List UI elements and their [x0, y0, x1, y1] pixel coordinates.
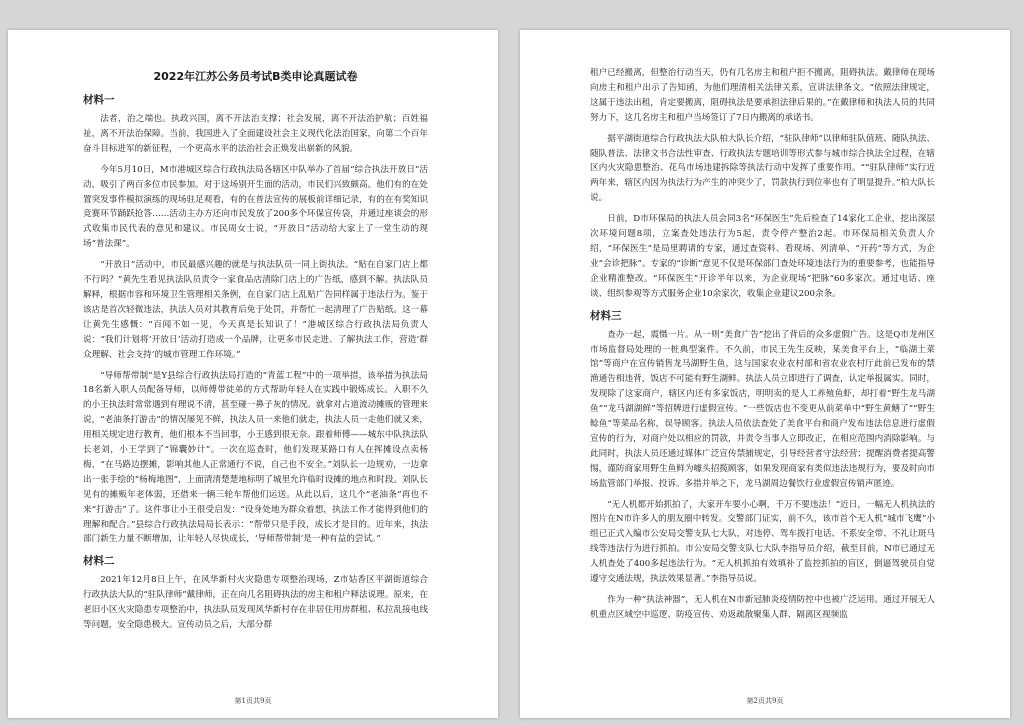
section-heading-2: 材料二 [83, 555, 115, 568]
page-2-body [590, 66, 935, 678]
page-number: 第1页共9页 [234, 697, 272, 705]
document-page-1 [8, 30, 498, 718]
paragraph: 查办一起，震慑一片。从一则“美食广告”挖出了背后的众多虚假广告。这是Q市龙州区市场监督局处理的一桩典型案件。不久前，市民王先生反映，某美食平台上，“临湖土菜馆”等商户在宣传销售龙马湖野生鱼，这与国家农业农村部和省农业农村厅此前已发布的禁渔通告相违背，饭店不可能有野生湖鲜。执法人员立即进行了调查，认定举报属实。同时，发现除了这家商户，辖区内还有多家饭店，明明卖的是人工养殖鱼虾，却打着“野生龙马湖鱼”“龙马湖湖鲜”等招牌进行虚假宣传。“一些饭店也不变更从前菜单中“野生黄鳝了”“野生鲶鱼”等菜品名称，误导顾客。执法人员依法查处了美食平台和商户发布违法信息进行虚假宣传的行为，对商户处以相应的罚款，并责令当事人立即改正，在相应范围内消除影响。与此同时，执法人员还通过媒体广泛宣传禁捕规定，引导经营者守法经营；提醒消费者提高警惕，谨防商家用野生鱼鲜为噱头招揽顾客，如果发现商家有类似违法违规行为，要及时向市场监管部门举报、投诉。多措并举之下，龙马湖周边餐饮行业虚假宣传销声匿迹。 [590, 329, 935, 489]
paragraph: “无人机都开始抓拍了，大家开车要小心啊，千万不要违法！”近日，一幅无人机执法的图片在N市许多人的朋友圈中转发。交警部门证实，前不久，该市首个无人机“城市飞鹰”小组已正式入编市公安局交警支队七大队，对违停、驾车拨打电话、不系安全带、不礼让斑马线等违法行为进行抓拍。市公安局交警支队七大队李指导员介绍，截至目前，N市已通过无人机查处了400多起违法行为。“无人机抓拍有效填补了监控抓拍的盲区，倒逼驾驶员自觉遵守交通法规，执法效果显著。”李指导员说。 [590, 499, 935, 585]
document-title: 2022年江苏公务员考试B类申论真题试卷 [153, 70, 358, 83]
paragraph: “开放日”活动中，市民最感兴趣的就是与执法队员一同上街执法。“贴在自家门店上都不行吗？”黄先生看见执法队员责令一家食品店清除门店上的广告纸，感到不解。执法队员解释，根据市容和环境卫生管理相关条例，在自家门店上乱贴广告同样属于违法行为。鉴于该店是首次轻微违法，执法人员对其教育后免于处罚，并帮忙一起清理了广告贴纸。这一幕让黄先生感慨：“百闻不如一见，今天真是长知识了！”港城区综合行政执法局负责人说：“我们计划将‘开放日’活动打造成一个品牌，让更多市民走进、了解执法工作，营造‘群众理解、社会支持’的城市管理工作环境。” [83, 260, 428, 360]
paragraph: “导师帮带制”是Y县综合行政执法局打造的“青蓝工程”中的一项举措，该举措为执法局18名新入职人员配备导师，以师傅带徒弟的方式帮助年轻人在实践中锻炼成长。入职不久的小王执法时常常遇到有理说不清，甚至碰一鼻子灰的情况。就拿对占道流动摊贩的管理来说，“老油条打游击”的情况屡见不鲜，执法人员一来他们就走，执法人员一走他们就又来，用相关规定进行教育，他们根本不当回事，小王感到很无奈。跟着师傅——城东中队执法队长老刘，小王学到了“锦囊妙计”。一次在巡查时，他们发现某路口有人在挥摊设点卖杨梅，“在马路边摆摊，影响其他人正常通行不说，自己也不安全。”刘队长一边规劝，一边拿出一张手绘的“杨梅地图”，上面清清楚楚地标明了城里允许临时设摊的地点和时段。刘队长见有的摊贩年老体弱，还借来一辆三轮车帮他们运送。从此以后，这几个“老油条”再也不来“打游击”了。这件事让小王很受启发：“设身处地为群众着想，执法工作才能得到他们的理解和配合。”县综合行政执法局局长表示：“帮带只是手段，成长才是目的。近年来，执法部门新生力量不断增加，让年轻人尽快成长，‘导师帮带制’是一种有益的尝试。” [83, 370, 428, 545]
page-number: 第2页共9页 [746, 697, 784, 705]
paragraph: 作为一种“执法神器”，无人机在N市新冠肺炎疫情防控中也被广泛运用。通过开展无人机重点区域空中巡逻、防疫宣传、劝返疏散聚集人群、隔离区视频监 [590, 595, 935, 620]
document-page-2 [520, 30, 1010, 718]
paragraph: 法者，治之端也。执政兴国，离不开法治支撑；社会发展，离不开法治护航；百姓福祉，离不开法治保障。当前，我国进入了全面建设社会主义现代化法治国家，向第二个百年奋斗目标进军的新征程，一个更高水平的法治社会正焕发出崭新的风貌。 [83, 114, 428, 154]
paragraph: 今年5月10日，M市港城区综合行政执法局各辖区中队举办了首届“综合执法开放日”活动，吸引了两百多位市民参加。对于这场别开生面的活动，市民们兴致颇高。他们有的在处置突发事件模拟演练的现场驻足观看，有的在普法宣传的展板前详细记录，有的在有奖知识竞赛环节踊跃抢答……活动主办方还向市民发放了200多个环保宣传袋，并通过座谈会的形式收集市民代表的意见和建议。市民周女士说，“开放日”活动给大家上了一堂生动的现场“普法课”。 [83, 164, 428, 250]
paragraph: 日前，D市环保局的执法人员会同3名“环保医生”先后检查了14家化工企业，挖出深层次环境问题8项，立案查处违法行为5起，责令停产整治2起。市环保局相关负责人介绍，“环保医生”是局里聘请的专家，通过查资料、看现场、列清单、“开药”等方式，为企业“会诊把脉”。专家的“诊断”意见不仅是环保部门查处环境违法行为的重要参考，也能指导企业精准整改。“环保医生”开诊半年以来，为企业现场“把脉”60多家次。通过电话、座谈、组织参观等方式服务企业10余家次，收集企业建议200余条。 [590, 214, 935, 299]
section-heading-1: 材料一 [83, 94, 115, 106]
section-heading-3: 材料三 [590, 309, 622, 322]
page-1-body [83, 68, 428, 678]
paragraph: 据平湖街道综合行政执法大队柏大队长介绍，“驻队律师”以律师驻队值班、随队执法、随队普法、法律文书合法性审查、行政执法专题培训等形式参与城市综合执法全过程，在辖区内火灾隐患整治、花鸟市场违建拆除等执法行动中发挥了重要作用。““驻队律师”实行近两年来，辖区内因为执法行为产生的冲突少了，罚款执行到位率也有了明显提升。”柏大队长说。 [590, 133, 935, 204]
paragraph: 2021年12月8日上午，在风华新村火灾隐患专项整治现场，Z市姑香区平湖街道综合行政执法大队的“驻队律师”戴律师，正在向几名阻碍执法的房主和租户释法说理。原来，在老旧小区火灾隐患专项整治中，执法队员发现风华新村存在非居住用房群租、私拉乱接电线等问题，安全隐患极大。宣传动员之后，大部分群 [83, 575, 428, 631]
paragraph: 租户已经搬离，但整治行动当天，仍有几名房主和租户拒不搬离，阻碍执法。戴律师在现场向房主和租户出示了告知函，为他们理清相关法律关系，宣讲法律条文。“依照法律规定，这属于违法出租，肯定要搬离，阻碍执法是要承担法律后果的。”在戴律师和执法人员的共同努力下，这几名房主和租户当场签订了7日内搬离的承诺书。 [590, 68, 935, 123]
